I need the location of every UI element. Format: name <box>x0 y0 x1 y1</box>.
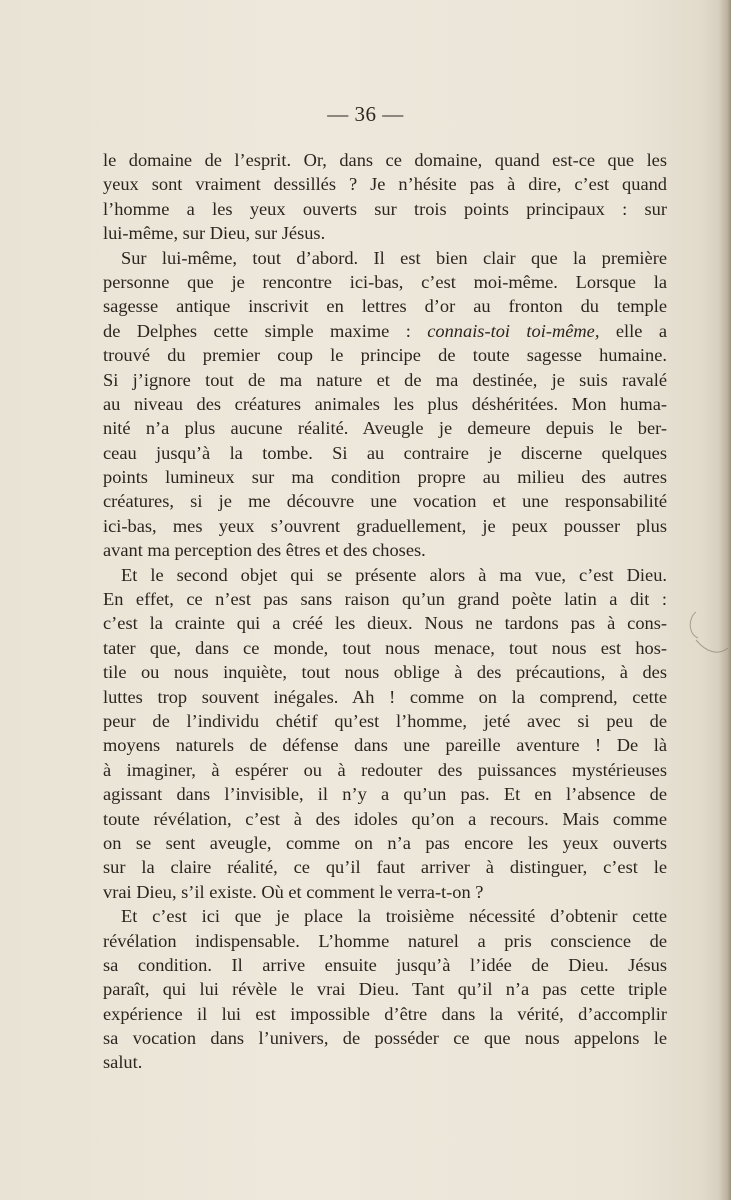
text-line: à imaginer, à espérer ou à redouter des puissances mystérieuses <box>103 759 667 780</box>
text-line: de Delphes cette simple maxime : connais-toi toi-même, elle a <box>103 320 668 341</box>
text-line: salut. <box>103 1052 143 1073</box>
text-line: sa condition. Il arrive ensuite jusqu’à l’idée de Dieu. Jésus <box>103 954 667 975</box>
text-line: nité n’a plus aucune réalité. Aveugle je demeure depuis le ber- <box>103 418 667 439</box>
text-line: sa vocation dans l’univers, de posséder ce que nous appelons le <box>103 1028 667 1049</box>
text-line: moyens naturels de défense dans une pareille aventure ! De là <box>103 735 667 756</box>
text-line: points lumineux sur ma condition propre au milieu des autres <box>103 467 667 488</box>
text-line: avant ma perception des êtres et des choses. <box>103 540 426 561</box>
text-line: vrai Dieu, s’il existe. Où et comment le verra-t-on ? <box>103 881 484 902</box>
italic-phrase: connais-toi toi-même, <box>427 320 600 341</box>
page-edge-shadow <box>719 0 731 1200</box>
text-line: le domaine de l’esprit. Or, dans ce domaine, quand est-ce que les <box>103 150 667 170</box>
text-line: tile ou nous inquiète, tout nous oblige à des précautions, à des <box>103 662 667 683</box>
text-line: au niveau des créatures animales les plus déshéritées. Mon huma- <box>103 393 667 414</box>
text-line: tater que, dans ce monde, tout nous menace, tout nous est hos- <box>103 637 667 658</box>
text-line: Et le second objet qui se présente alors à ma vue, c’est Dieu. <box>121 564 667 585</box>
text-line: on se sent aveugle, comme on n’a pas encore les yeux ouverts <box>103 832 667 853</box>
text-line: sur la claire réalité, ce qu’il faut arriver à distinguer, c’est le <box>103 857 667 878</box>
text-line: peur de l’individu chétif qu’est l’homme, jeté avec si peu de <box>103 710 667 731</box>
text-line: Sur lui-même, tout d’abord. Il est bien clair que la première <box>121 247 667 268</box>
text-line: agissant dans l’invisible, il n’y a qu’un pas. Et en l’absence de <box>103 784 667 805</box>
text-line: personne que je rencontre ici-bas, c’est moi-même. Lorsque la <box>103 271 667 292</box>
text-line: révélation indispensable. L’homme naturel a pris conscience de <box>103 930 667 951</box>
text-line: créatures, si je me découvre une vocation et une responsabilité <box>103 491 667 512</box>
text-line: ici-bas, mes yeux s’ouvrent graduellement, je peux pousser plus <box>103 515 667 536</box>
text-line: yeux sont vraiment dessillés ? Je n’hésite pas à dire, c’est quand <box>103 174 667 195</box>
text-line: En effet, ce n’est pas sans raison qu’un grand poète latin a dit : <box>103 589 667 610</box>
text-line: Si j’ignore tout de ma nature et de ma destinée, je suis ravalé <box>103 369 667 390</box>
text-line: c’est la crainte qui a créé les dieux. Nous ne tardons pas à cons- <box>103 613 667 634</box>
text-line: l’homme a les yeux ouverts sur trois points principaux : sur <box>103 198 667 219</box>
text-line: Et c’est ici que je place la troisième nécessité d’obtenir cette <box>121 906 667 927</box>
text-line: trouvé du premier coup le principe de toute sagesse humaine. <box>103 345 667 366</box>
page-number: — 36 — <box>327 102 404 126</box>
text-line: sagesse antique inscrivit en lettres d’or au fronton du temple <box>103 296 667 317</box>
text-line: luttes trop souvent inégales. Ah ! comme on la comprend, cette <box>103 686 667 707</box>
text-line: toute révélation, c’est à des idoles qu’on a recours. Mais comme <box>103 808 667 829</box>
body-text <box>103 148 667 1075</box>
text-line: ceau jusqu’à la tombe. Si au contraire je discerne quelques <box>103 442 667 463</box>
text-line: expérience il lui est impossible d’être dans la vérité, d’accomplir <box>103 1003 667 1024</box>
text-line: paraît, qui lui révèle le vrai Dieu. Tant qu’il n’a pas cette triple <box>103 979 667 1000</box>
margin-pencil-mark <box>682 608 730 668</box>
text-line: lui-même, sur Dieu, sur Jésus. <box>103 223 326 244</box>
